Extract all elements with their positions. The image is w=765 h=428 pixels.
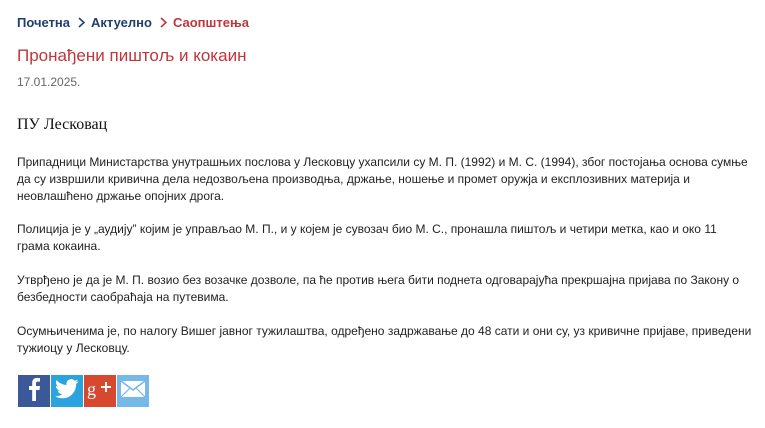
breadcrumb-section-link[interactable]: Актуелно [91, 15, 152, 30]
article-author: ПУ Лесковац [17, 116, 108, 133]
google-plus-icon [87, 379, 113, 404]
article-paragraph: Припадници Министарства унутрашњих послова у Лесковцу ухапсили су М. П. (1992) и М. С. (1994), због постојања основа сумње да су извршили кривична дела недозвољена производња, држање, ношење и промет оружја и експлозивних материја и неовлашћено држање опојних дрога. [17, 155, 748, 203]
share-buttons [18, 375, 149, 407]
article-paragraph: Осумњиченима је, по налогу Вишег јавног тужилаштва, одређено задржавање до 48 сати и они су, уз кривичне пријаве, приведени тужиоцу у Лесковцу. [17, 324, 752, 355]
email-icon [120, 380, 146, 403]
chevron-right-icon [78, 17, 85, 28]
share-google-plus-button[interactable] [84, 375, 116, 407]
breadcrumb-home-link[interactable]: Почетна [17, 15, 71, 30]
article-paragraph: Утврђено је да је М. П. возио без возачке дозволе, па ће против њега бити поднета одговарајућа прекршајна пријава по Закону о безбедности саобраћаја на путевима. [17, 273, 740, 304]
chevron-right-icon [160, 17, 167, 28]
share-facebook-button[interactable] [18, 375, 50, 407]
facebook-icon [27, 377, 41, 406]
article-date: 17.01.2025. [17, 75, 81, 89]
share-email-button[interactable] [117, 375, 149, 407]
article-paragraph: Полиција је у „аудију” којим је управљао М. П., и у којем је сувозач био М. С., пронашла пиштољ и четири метка, као и око 11 грама кокаина. [17, 222, 717, 253]
share-twitter-button[interactable] [51, 375, 83, 407]
article-title: Пронађени пиштољ и кокаин [17, 46, 247, 65]
twitter-icon [55, 379, 79, 404]
breadcrumb [17, 15, 249, 30]
svg-text:g: g [87, 378, 96, 399]
breadcrumb-current: Саопштења [172, 15, 249, 30]
